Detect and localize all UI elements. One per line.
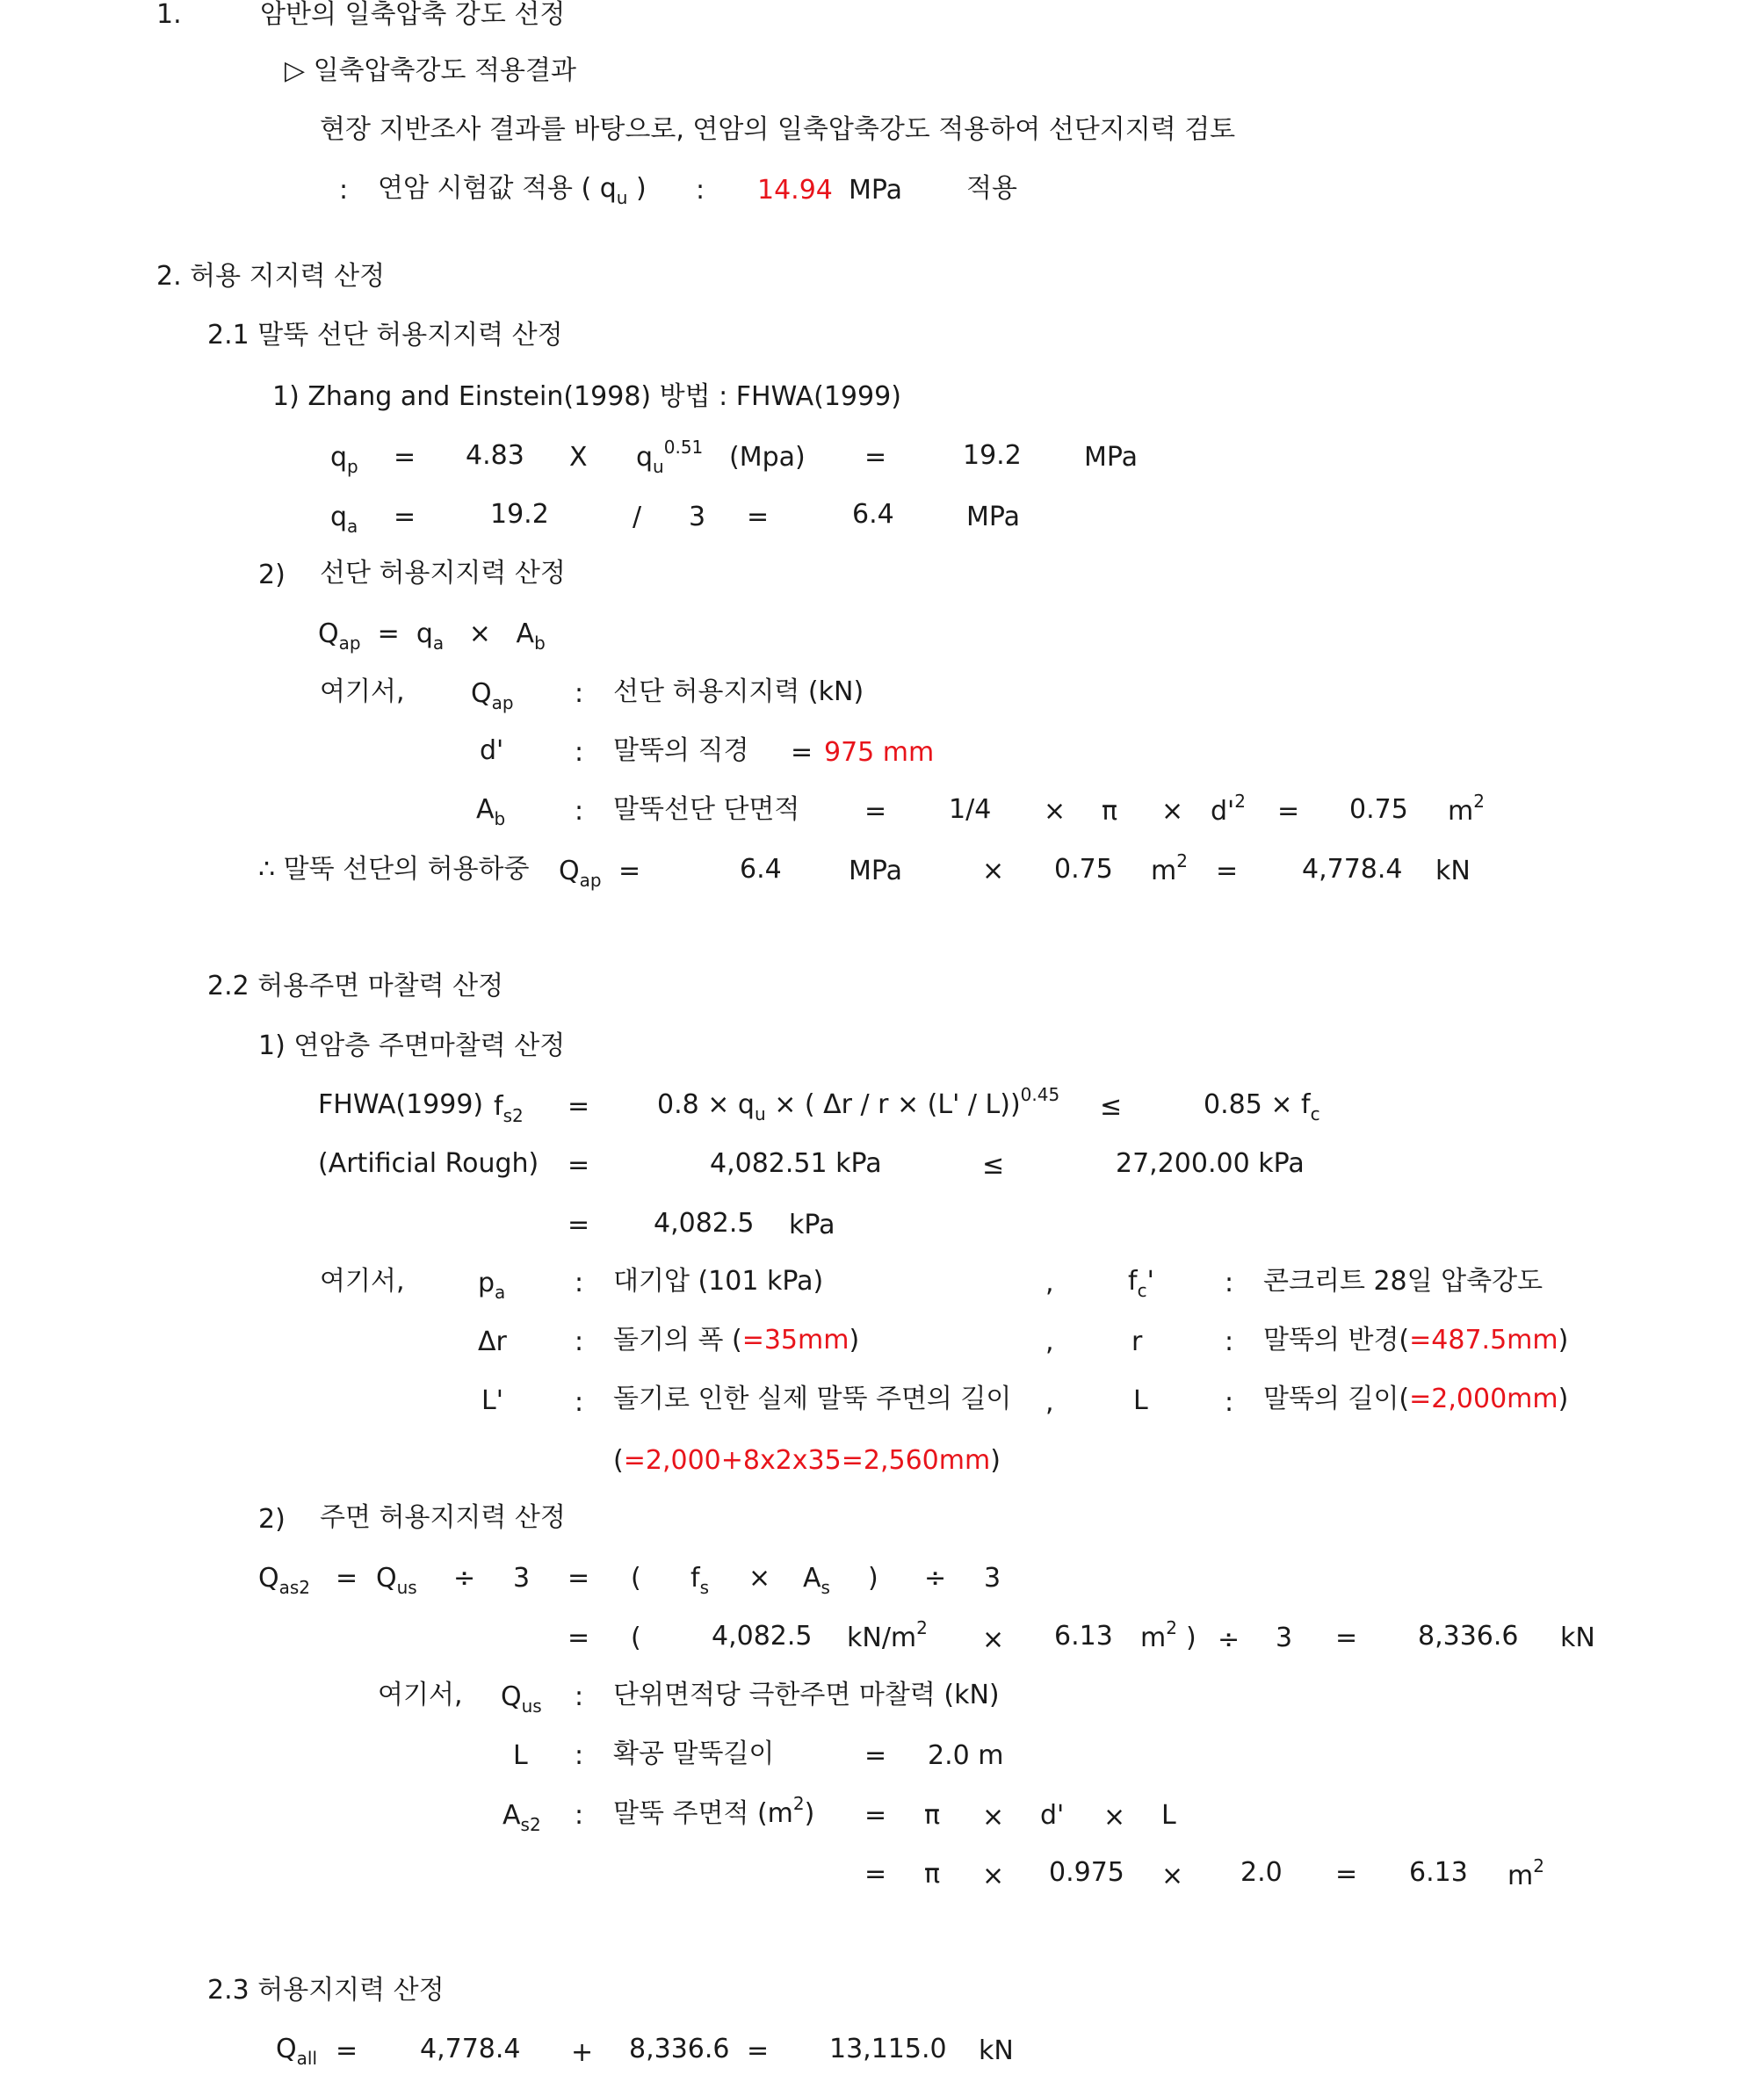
qa-unit: MPa [849, 856, 903, 886]
qas2-unit: kN [1560, 1623, 1595, 1653]
d-symbol: d' [1040, 1800, 1065, 1831]
qus-definition: 단위면적당 극한주면 마찰력 (kN) [613, 1680, 1000, 1710]
l-symbol: L [513, 1740, 528, 1771]
times: × [1161, 796, 1184, 827]
qp-unit: MPa [1084, 442, 1139, 473]
tip-allowable-load-label: ∴ 말뚝 선단의 허용하중 [258, 854, 530, 885]
fc-definition: 콘크리트 28일 압축강도 [1263, 1266, 1544, 1297]
artificial-rough-label: (Artificial Rough) [318, 1148, 539, 1179]
fc-symbol: $f_c'$ [1128, 1266, 1154, 1301]
qa-unit: MPa [966, 502, 1021, 532]
equals: = [568, 1210, 590, 1240]
equals: = [864, 442, 887, 473]
equals: = [568, 1563, 590, 1594]
safety-factor: 3 [689, 502, 706, 532]
pi: π [1102, 796, 1118, 827]
qas2-symbol: $Q_{as2}$ [258, 1563, 311, 1598]
equals: = [618, 856, 641, 886]
qp-value: 19.2 [963, 440, 1022, 471]
qas2-result: 8,336.6 [1418, 1621, 1519, 1652]
divide: ÷ [924, 1563, 947, 1594]
equals: = [1277, 796, 1300, 827]
equals: = [1335, 1623, 1358, 1653]
d-value: 975 mm [824, 737, 935, 768]
fs-symbol: $f_s$ [690, 1563, 709, 1598]
lprime-calculation: (=2,000+8x2x35=2,560mm) [613, 1445, 1001, 1476]
equals: = [568, 1150, 590, 1181]
qus-symbol: $Q_{us}$ [376, 1563, 417, 1598]
ab-symbol: $A_b$ [476, 794, 506, 829]
divide: ÷ [453, 1563, 476, 1594]
qall-value: 13,115.0 [829, 2034, 947, 2064]
fc-limit: $0.85 \times f_c$ [1204, 1089, 1320, 1124]
divide-slash: / [633, 502, 642, 532]
qap-symbol: $Q_{ap}$ [471, 678, 514, 713]
equals: = [568, 1623, 590, 1653]
section-2-2-title: 2.2 허용주면 마찰력 산정 [207, 971, 504, 1001]
fs2-unit: kPa [789, 1210, 835, 1240]
times: × [982, 1802, 1005, 1833]
equals: = [791, 737, 813, 768]
plus: + [571, 2037, 594, 2068]
method-2-title: 선단 허용지지력 산정 [320, 558, 566, 589]
lprime-definition: 돌기로 인한 실제 말뚝 주면의 길이 [613, 1384, 1012, 1414]
l-symbol: L [1133, 1385, 1148, 1416]
friction-formula: $0.8 \times q_u$ × ( Δr / r × (L' / L))$^{0.45}$ [657, 1084, 1060, 1124]
equals: = [864, 1859, 887, 1890]
times-x: X [569, 442, 588, 473]
fc-limit-value: 27,200.00 kPa [1116, 1148, 1305, 1179]
colon: : [575, 678, 584, 709]
equals: = [864, 796, 887, 827]
where-label: 여기서, [320, 676, 405, 707]
qu-power: $q_u^{0.51}$ [636, 437, 704, 477]
where-label: 여기서, [320, 1266, 405, 1297]
three: 3 [513, 1563, 531, 1594]
colon: : [575, 737, 584, 768]
colon: : [575, 796, 584, 827]
method-2-number: 2) [258, 1504, 286, 1535]
qall-unit: kN [979, 2035, 1014, 2066]
equals: = [864, 1740, 887, 1771]
times: × [1044, 796, 1066, 827]
d-definition: 말뚝의 직경 [613, 735, 749, 766]
equals: = [864, 1800, 887, 1831]
m-squared: $m^2$ [1448, 791, 1485, 827]
fs2-value: 4,082.51 kPa [710, 1148, 882, 1179]
as2-definition: 말뚝 주면적 $(m^2)$ [613, 1793, 815, 1829]
equals: = [747, 2035, 770, 2066]
colon: : [696, 175, 705, 206]
method-1-title: 1) Zhang and Einstein(1998) 방법 : FHWA(1999) [272, 381, 901, 412]
qap-symbol: $Q_{ap}$ [559, 856, 602, 891]
pi: π [924, 1800, 941, 1831]
diameter-value: 0.975 [1049, 1857, 1124, 1888]
qap-definition: 선단 허용지지력 (kN) [613, 676, 864, 707]
m-squared: $m^2$ [1140, 1617, 1177, 1653]
fs-unit: $kN/m^2$ [847, 1617, 928, 1653]
r-definition: 말뚝의 반경(=487.5mm) [1263, 1325, 1569, 1355]
equals: = [747, 502, 770, 532]
ab-value: 0.75 [1349, 794, 1408, 825]
mpa-paren: (Mpa) [729, 442, 806, 473]
qa-value: 6.4 [852, 499, 894, 530]
fs2-result: 4,082.5 [654, 1208, 755, 1239]
three: 3 [984, 1563, 1001, 1594]
equals: = [336, 2035, 358, 2066]
qu-value: 14.94 [757, 175, 833, 206]
equals: = [394, 442, 416, 473]
qap-formula: $Q_{ap} = q_a$ × $A_b$ [318, 618, 546, 654]
as-symbol: $A_s$ [803, 1563, 830, 1598]
section-1-subtitle: ▷ 일축압축강도 적용결과 [285, 55, 576, 86]
as2-symbol: $A_{s2}$ [502, 1800, 541, 1835]
colon: : [575, 1740, 584, 1771]
open-paren: ( [631, 1563, 641, 1594]
qp-symbol: $q_p$ [330, 442, 358, 477]
colon: : [1225, 1387, 1234, 1418]
colon: : [1225, 1327, 1234, 1357]
pa-symbol: $p_a$ [478, 1268, 506, 1303]
equals: = [568, 1091, 590, 1122]
colon: : [575, 1800, 584, 1831]
section-1-number: 1. [156, 0, 182, 30]
equals: = [1335, 1859, 1358, 1890]
length-value: 2.0 [1240, 1857, 1283, 1888]
qu-unit: MPa [849, 175, 903, 206]
colon: : [575, 1387, 584, 1418]
section-1-description: 현장 지반조사 결과를 바탕으로, 연암의 일축압축강도 적용하여 선단지지력 검토 [320, 114, 1236, 145]
comma: , [1045, 1387, 1054, 1418]
side-bearing-title: 주면 허용지지력 산정 [320, 1502, 566, 1533]
colon: : [339, 175, 349, 206]
qus-symbol: $Q_{us}$ [501, 1681, 542, 1717]
comma: , [1045, 1268, 1054, 1298]
equals: = [394, 502, 416, 532]
pa-definition: 대기압 (101 kPa) [613, 1266, 824, 1297]
as2-value: 6.13 [1409, 1857, 1468, 1888]
comma: , [1045, 1327, 1054, 1357]
times: × [982, 856, 1005, 886]
m-squared: $m^2$ [1507, 1855, 1544, 1891]
less-equal: ≤ [982, 1150, 1005, 1181]
less-equal: ≤ [1100, 1091, 1123, 1122]
qp-coefficient: 4.83 [466, 440, 524, 471]
times: × [982, 1861, 1005, 1891]
qap-unit: kN [1435, 856, 1471, 886]
qap-result: 4,778.4 [1302, 854, 1403, 885]
test-value-label: 연암 시험값 적용 ( $q_u$ ) [378, 173, 647, 208]
m-squared: $m^2$ [1151, 850, 1188, 886]
qa-numerator: 19.2 [490, 499, 549, 530]
r-symbol: r [1131, 1327, 1143, 1357]
method-2-number: 2) [258, 560, 286, 590]
colon: : [575, 1268, 584, 1298]
times: × [982, 1624, 1005, 1655]
times: × [1161, 1861, 1184, 1891]
ab-definition: 말뚝선단 단면적 [613, 794, 800, 825]
pi: π [924, 1859, 941, 1890]
close-paren: ) [868, 1563, 878, 1594]
soft-rock-friction-title: 1) 연암층 주면마찰력 산정 [258, 1030, 566, 1061]
d-squared: $d'^2$ [1211, 791, 1247, 827]
ab-value: 0.75 [1054, 854, 1113, 885]
times: × [1103, 1802, 1126, 1833]
l-definition: 말뚝의 길이(=2,000mm) [1263, 1384, 1569, 1414]
qa-value: 6.4 [740, 854, 782, 885]
l-symbol: L [1161, 1800, 1176, 1831]
colon: : [575, 1681, 584, 1712]
close-paren: ) [1186, 1623, 1196, 1653]
colon: : [1225, 1268, 1234, 1298]
where-label: 여기서, [378, 1680, 463, 1710]
divide: ÷ [1218, 1624, 1240, 1655]
l-value: 2.0 m [928, 1740, 1004, 1771]
times: × [748, 1563, 771, 1594]
side-load-value: 8,336.6 [629, 2034, 730, 2064]
fs2-symbol: $f_{s2}$ [494, 1091, 524, 1126]
l-definition: 확공 말뚝길이 [613, 1739, 775, 1769]
qall-symbol: $Q_{all}$ [276, 2034, 317, 2069]
section-1-title: 암반의 일축압축 강도 선정 [260, 0, 566, 30]
dr-symbol: Δr [478, 1327, 507, 1357]
qa-symbol: $q_a$ [330, 502, 358, 537]
as-value: 6.13 [1054, 1621, 1113, 1652]
section-2-title: 2. 허용 지지력 산정 [156, 261, 386, 292]
dr-definition: 돌기의 폭 (=35mm) [613, 1325, 860, 1355]
colon: : [575, 1327, 584, 1357]
equals: = [1216, 856, 1239, 886]
d-symbol: d' [480, 735, 504, 766]
equals: = [336, 1563, 358, 1594]
quarter: 1/4 [949, 794, 992, 825]
apply-label: 적용 [966, 173, 1017, 204]
tip-load-value: 4,778.4 [420, 2034, 521, 2064]
open-paren: ( [631, 1623, 641, 1653]
three: 3 [1276, 1623, 1293, 1653]
fhwa-label: FHWA(1999) [318, 1089, 484, 1120]
section-2-1-title: 2.1 말뚝 선단 허용지지력 산정 [207, 320, 563, 351]
lprime-symbol: L' [481, 1385, 503, 1416]
section-2-3-title: 2.3 허용지지력 산정 [207, 1975, 445, 2006]
fs-value: 4,082.5 [712, 1621, 813, 1652]
